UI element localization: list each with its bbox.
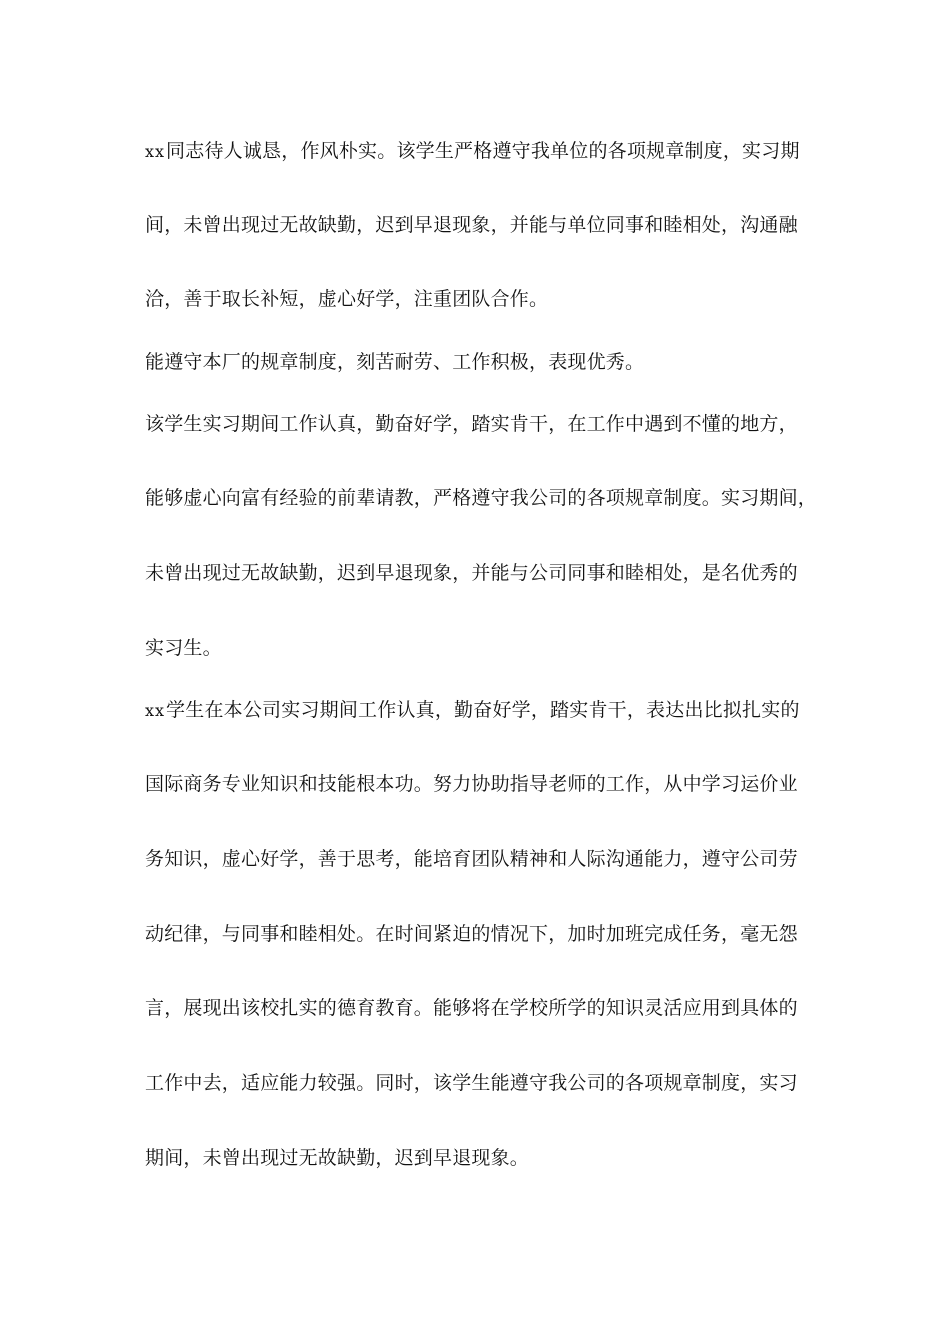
paragraph-4-line-2: 国际商务专业知识和技能根本功。努力协助指导老师的工作，从中学习运价业 <box>145 773 798 795</box>
paragraph-4-line-4: 动纪律，与同事和睦相处。在时间紧迫的情况下，加时加班完成任务，毫无怨 <box>145 923 798 945</box>
paragraph-3-line-2: 能够虚心向富有经验的前辈请教，严格遵守我公司的各项规章制度。实习期间， <box>145 487 818 509</box>
paragraph-4-line-7: 期间，未曾出现过无故缺勤，迟到早退现象。 <box>145 1147 530 1169</box>
paragraph-3-line-3: 未曾出现过无故缺勤，迟到早退现象，并能与公司同事和睦相处，是名优秀的 <box>145 562 798 584</box>
paragraph-text: 学生在本公司实习期间工作认真，勤奋好学，踏实肯干，表达出比拟扎实的 <box>166 699 800 721</box>
placeholder-xx: xx <box>145 142 166 161</box>
paragraph-2-line-1: 能遵守本厂的规章制度，刻苦耐劳、工作积极，表现优秀。 <box>145 351 645 373</box>
paragraph-text: 同志待人诚恳，作风朴实。该学生严格遵守我单位的各项规章制度，实习期 <box>166 140 800 162</box>
placeholder-xx: xx <box>145 701 166 720</box>
paragraph-4-line-6: 工作中去，适应能力较强。同时，该学生能遵守我公司的各项规章制度，实习 <box>145 1072 798 1094</box>
paragraph-1-line-3: 洽，善于取长补短，虚心好学，注重团队合作。 <box>145 288 549 310</box>
paragraph-4-line-3: 务知识，虚心好学，善于思考，能培育团队精神和人际沟通能力，遵守公司劳 <box>145 848 798 870</box>
paragraph-1-line-2: 间，未曾出现过无故缺勤，迟到早退现象，并能与单位同事和睦相处，沟通融 <box>145 214 798 236</box>
paragraph-1-line-1 <box>145 139 815 164</box>
paragraph-4-line-1 <box>145 698 815 723</box>
paragraph-4-line-5: 言，展现出该校扎实的德育教育。能够将在学校所学的知识灵活应用到具体的 <box>145 997 798 1019</box>
paragraph-3-line-1: 该学生实习期间工作认真，勤奋好学，踏实肯干，在工作中遇到不懂的地方， <box>145 413 798 435</box>
paragraph-3-line-4: 实习生。 <box>145 637 222 659</box>
